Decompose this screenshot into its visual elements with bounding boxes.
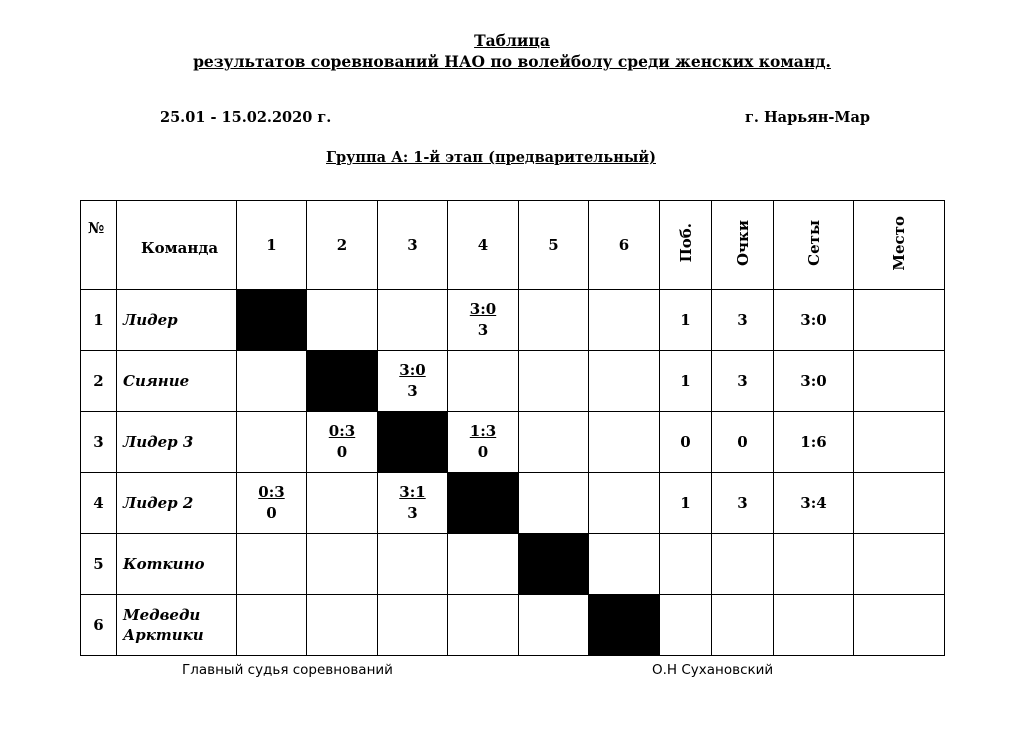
match-result-cell [519,290,589,351]
table-row [81,534,945,595]
wins-cell [660,534,712,595]
match-result-cell [307,595,378,656]
date-range: 25.01 - 15.02.2020 г. [160,109,332,126]
match-result-cell [237,473,307,534]
match-score [448,299,518,341]
row-number: 2 [81,351,117,412]
match-result-cell [448,290,519,351]
header-col-3: 3 [378,201,448,290]
points-cell: 3 [712,351,774,412]
judge-role: Главный судья соревнований [182,662,393,678]
match-result-cell [307,534,378,595]
match-result-cell [589,412,660,473]
match-result-cell [589,351,660,412]
match-result-cell [519,351,589,412]
self-match-cell [519,534,589,595]
score-points: 3 [477,321,489,339]
score-sets: 3:0 [469,300,497,318]
wins-cell [660,595,712,656]
header-col-6: 6 [589,201,660,290]
self-match-cell [378,412,448,473]
wins-cell: 1 [660,351,712,412]
place-cell [854,290,945,351]
header-place [854,201,945,290]
header-col-4: 4 [448,201,519,290]
header-number: № [81,201,117,290]
sets-cell: 1:6 [774,412,854,473]
wins-cell: 1 [660,473,712,534]
header-wins [660,201,712,290]
self-match-cell [589,595,660,656]
match-result-cell [378,290,448,351]
score-points: 0 [266,504,277,522]
match-result-cell [448,595,519,656]
score-points: 0 [477,443,489,461]
row-number: 3 [81,412,117,473]
header-sets [774,201,854,290]
match-result-cell [307,290,378,351]
match-result-cell [519,412,589,473]
score-points: 3 [407,382,418,400]
score-points: 3 [407,504,418,522]
place-cell [854,473,945,534]
doc-title: Таблица [474,31,550,50]
match-score [237,482,306,524]
match-result-cell [448,351,519,412]
team-name: Медведи Арктики [117,595,237,656]
sets-cell [774,595,854,656]
team-name: Коткино [117,534,237,595]
team-name: Лидер 3 [117,412,237,473]
match-result-cell [237,595,307,656]
match-result-cell [589,534,660,595]
match-result-cell [307,473,378,534]
header-wins-label: Поб. [676,223,695,263]
match-score [378,360,447,402]
match-result-cell [448,534,519,595]
team-name: Лидер [117,290,237,351]
header-sets-label: Сеты [804,220,823,266]
city: г. Нарьян-Мар [745,109,870,126]
self-match-cell [307,351,378,412]
place-cell [854,351,945,412]
sets-cell [774,534,854,595]
match-score [448,421,518,463]
row-number: 5 [81,534,117,595]
score-points: 0 [336,443,348,461]
row-number: 1 [81,290,117,351]
table-row [81,595,945,656]
place-cell [854,595,945,656]
match-result-cell [237,534,307,595]
match-result-cell [519,473,589,534]
wins-cell: 1 [660,290,712,351]
team-name: Лидер 2 [117,473,237,534]
group-title: Группа А: 1-й этап (предварительный) [326,149,656,166]
match-result-cell [589,473,660,534]
score-sets: 0:3 [328,422,356,440]
match-result-cell [448,412,519,473]
table-row [81,412,945,473]
header-team: Команда [117,201,237,290]
judge-name: О.Н Сухановский [652,662,774,678]
points-cell [712,534,774,595]
match-result-cell [307,412,378,473]
header-col-2: 2 [307,201,378,290]
score-sets: 0:3 [258,483,285,501]
match-score [307,421,377,463]
header-row [81,201,945,290]
match-result-cell [237,412,307,473]
header-points-label: Очки [733,219,752,266]
points-cell [712,595,774,656]
place-cell [854,534,945,595]
table-row [81,290,945,351]
points-cell: 3 [712,473,774,534]
row-number: 4 [81,473,117,534]
table-row [81,473,945,534]
points-cell: 0 [712,412,774,473]
row-number: 6 [81,595,117,656]
header-col-1: 1 [237,201,307,290]
self-match-cell [448,473,519,534]
header-place-label: Место [890,215,908,271]
self-match-cell [237,290,307,351]
match-result-cell [378,473,448,534]
score-sets: 3:1 [399,483,426,501]
match-result-cell [519,595,589,656]
header-points [712,201,774,290]
points-cell: 3 [712,290,774,351]
table-row [81,351,945,412]
header-col-5: 5 [519,201,589,290]
team-name: Сияние [117,351,237,412]
match-score [378,482,447,524]
results-table [80,200,945,656]
sets-cell: 3:0 [774,290,854,351]
wins-cell: 0 [660,412,712,473]
sets-cell: 3:0 [774,351,854,412]
doc-subtitle: результатов соревнований НАО по волейболу среди женских команд. [193,52,831,71]
match-result-cell [237,351,307,412]
match-result-cell [589,290,660,351]
place-cell [854,412,945,473]
match-result-cell [378,595,448,656]
match-result-cell [378,351,448,412]
score-sets: 1:3 [469,422,497,440]
score-sets: 3:0 [399,361,426,379]
sets-cell: 3:4 [774,473,854,534]
match-result-cell [378,534,448,595]
